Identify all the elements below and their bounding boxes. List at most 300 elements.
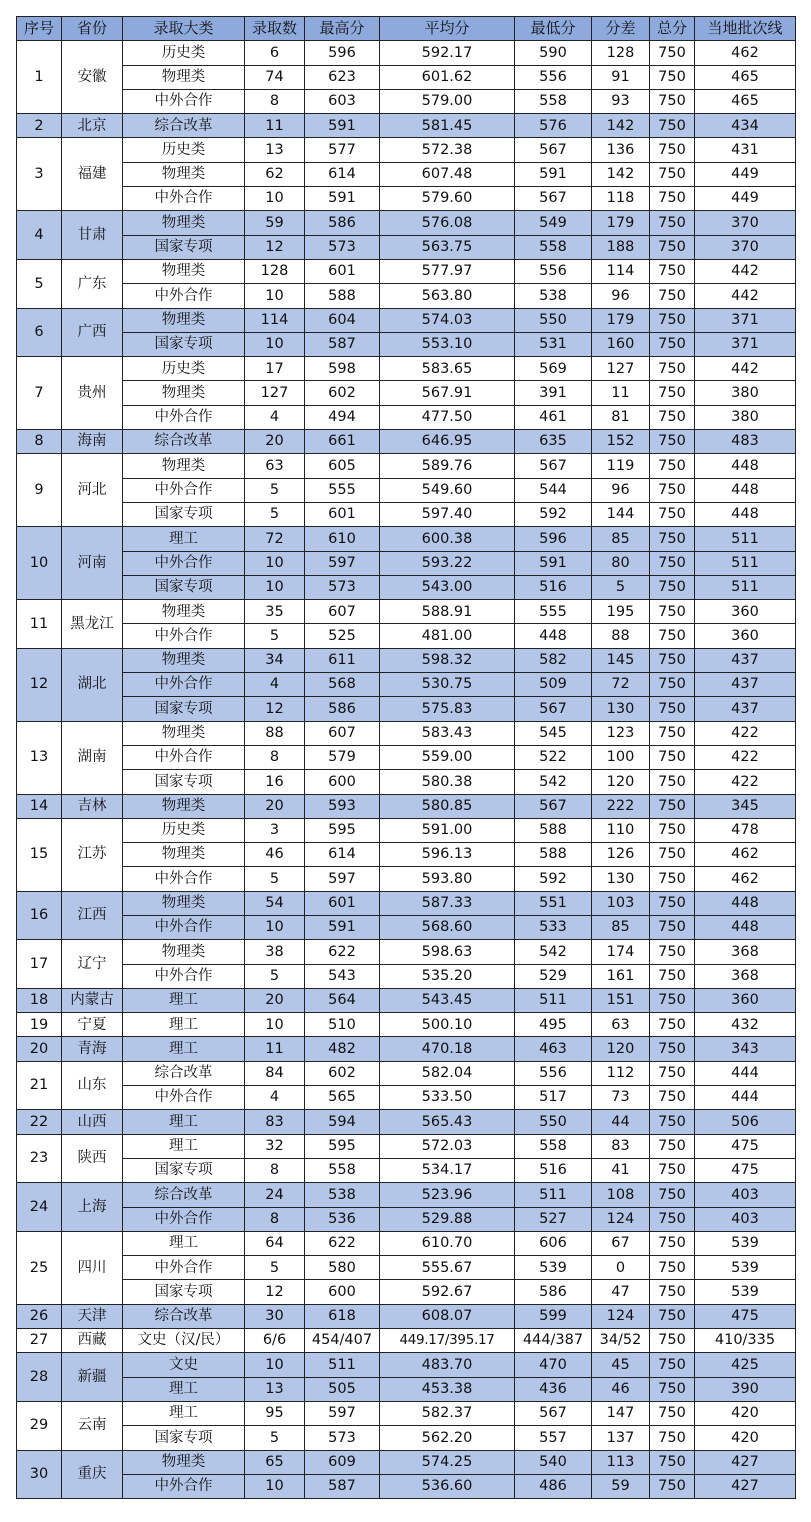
batch-line-cell: 462	[695, 41, 796, 65]
province-cell: 新疆	[62, 1353, 123, 1402]
total-cell: 750	[650, 1426, 695, 1450]
min-score-cell: 556	[515, 259, 592, 283]
min-score-cell: 567	[515, 138, 592, 162]
table-row	[17, 357, 796, 381]
max-score-cell: 580	[305, 1256, 380, 1280]
table-row	[17, 1353, 796, 1377]
max-score-cell: 505	[305, 1377, 380, 1401]
batch-line-cell: 371	[695, 308, 796, 332]
batch-line-cell: 370	[695, 235, 796, 259]
avg-score-cell: 581.45	[380, 114, 515, 138]
table-row	[17, 673, 796, 697]
table-row	[17, 575, 796, 599]
total-cell: 750	[650, 1158, 695, 1182]
column-header-province: 省份	[62, 17, 123, 41]
table-row	[17, 891, 796, 915]
seq-cell: 12	[17, 648, 62, 721]
batch-line-cell: 465	[695, 65, 796, 89]
category-cell: 中外合作	[123, 187, 245, 211]
max-score-cell: 482	[305, 1037, 380, 1061]
batch-line-cell: 371	[695, 332, 796, 356]
max-score-cell: 661	[305, 430, 380, 454]
table-row	[17, 1207, 796, 1231]
min-score-cell: 538	[515, 284, 592, 308]
table-row	[17, 211, 796, 235]
total-cell: 750	[650, 478, 695, 502]
min-score-cell: 550	[515, 1110, 592, 1134]
admitted-cell: 74	[245, 65, 305, 89]
admitted-cell: 5	[245, 624, 305, 648]
table-row	[17, 721, 796, 745]
table-row	[17, 284, 796, 308]
min-score-cell: 588	[515, 818, 592, 842]
total-cell: 750	[650, 41, 695, 65]
score-diff-cell: 136	[592, 138, 650, 162]
column-header-admitted: 录取数	[245, 17, 305, 41]
province-cell: 甘肃	[62, 211, 123, 260]
batch-line-cell: 483	[695, 430, 796, 454]
total-cell: 750	[650, 454, 695, 478]
min-score-cell: 542	[515, 940, 592, 964]
avg-score-cell: 583.43	[380, 721, 515, 745]
avg-score-cell: 646.95	[380, 430, 515, 454]
max-score-cell: 595	[305, 1134, 380, 1158]
seq-cell: 23	[17, 1134, 62, 1183]
min-score-cell: 540	[515, 1450, 592, 1474]
admitted-cell: 20	[245, 794, 305, 818]
batch-line-cell: 380	[695, 405, 796, 429]
category-cell: 国家专项	[123, 332, 245, 356]
admitted-cell: 16	[245, 770, 305, 794]
batch-line-cell: 403	[695, 1183, 796, 1207]
max-score-cell: 577	[305, 138, 380, 162]
total-cell: 750	[650, 114, 695, 138]
category-cell: 国家专项	[123, 1426, 245, 1450]
column-header-avg-score: 平均分	[380, 17, 515, 41]
total-cell: 750	[650, 988, 695, 1012]
avg-score-cell: 591.00	[380, 818, 515, 842]
category-cell: 综合改革	[123, 1061, 245, 1085]
max-score-cell: 588	[305, 284, 380, 308]
category-cell: 物理类	[123, 211, 245, 235]
total-cell: 750	[650, 162, 695, 186]
batch-line-cell: 434	[695, 114, 796, 138]
category-cell: 中外合作	[123, 551, 245, 575]
category-cell: 物理类	[123, 308, 245, 332]
max-score-cell: 622	[305, 940, 380, 964]
min-score-cell: 567	[515, 187, 592, 211]
admitted-cell: 5	[245, 478, 305, 502]
column-header-max-score: 最高分	[305, 17, 380, 41]
max-score-cell: 595	[305, 818, 380, 842]
batch-line-cell: 539	[695, 1256, 796, 1280]
batch-line-cell: 422	[695, 721, 796, 745]
table-row	[17, 381, 796, 405]
category-cell: 中外合作	[123, 867, 245, 891]
batch-line-cell: 475	[695, 1134, 796, 1158]
max-score-cell: 611	[305, 648, 380, 672]
category-cell: 物理类	[123, 65, 245, 89]
seq-cell: 3	[17, 138, 62, 211]
category-cell: 国家专项	[123, 697, 245, 721]
batch-line-cell: 437	[695, 648, 796, 672]
min-score-cell: 582	[515, 648, 592, 672]
table-row	[17, 41, 796, 65]
province-cell: 四川	[62, 1231, 123, 1304]
score-diff-cell: 113	[592, 1450, 650, 1474]
province-cell: 湖北	[62, 648, 123, 721]
min-score-cell: 509	[515, 673, 592, 697]
batch-line-cell: 427	[695, 1450, 796, 1474]
min-score-cell: 557	[515, 1426, 592, 1450]
category-cell: 理工	[123, 1134, 245, 1158]
admitted-cell: 72	[245, 527, 305, 551]
seq-cell: 29	[17, 1401, 62, 1450]
table-row	[17, 770, 796, 794]
avg-score-cell: 579.60	[380, 187, 515, 211]
table-row	[17, 1426, 796, 1450]
admitted-cell: 4	[245, 673, 305, 697]
admitted-cell: 17	[245, 357, 305, 381]
batch-line-cell: 539	[695, 1231, 796, 1255]
avg-score-cell: 562.20	[380, 1426, 515, 1450]
category-cell: 历史类	[123, 138, 245, 162]
max-score-cell: 610	[305, 527, 380, 551]
total-cell: 750	[650, 1037, 695, 1061]
category-cell: 理工	[123, 1110, 245, 1134]
avg-score-cell: 579.00	[380, 89, 515, 113]
batch-line-cell: 345	[695, 794, 796, 818]
max-score-cell: 591	[305, 915, 380, 939]
max-score-cell: 597	[305, 1401, 380, 1425]
admitted-cell: 84	[245, 1061, 305, 1085]
table-row	[17, 1377, 796, 1401]
score-diff-cell: 85	[592, 915, 650, 939]
min-score-cell: 517	[515, 1086, 592, 1110]
max-score-cell: 525	[305, 624, 380, 648]
seq-cell: 9	[17, 454, 62, 527]
total-cell: 750	[650, 1207, 695, 1231]
category-cell: 物理类	[123, 891, 245, 915]
admitted-cell: 13	[245, 138, 305, 162]
category-cell: 理工	[123, 1013, 245, 1037]
province-cell: 青海	[62, 1037, 123, 1061]
min-score-cell: 556	[515, 1061, 592, 1085]
category-cell: 物理类	[123, 1450, 245, 1474]
seq-cell: 5	[17, 259, 62, 308]
avg-score-cell: 597.40	[380, 502, 515, 526]
seq-cell: 24	[17, 1183, 62, 1232]
admitted-cell: 3	[245, 818, 305, 842]
total-cell: 750	[650, 940, 695, 964]
admitted-cell: 20	[245, 430, 305, 454]
table-row	[17, 1110, 796, 1134]
category-cell: 物理类	[123, 381, 245, 405]
min-score-cell: 436	[515, 1377, 592, 1401]
avg-score-cell: 582.04	[380, 1061, 515, 1085]
batch-line-cell: 442	[695, 357, 796, 381]
admitted-cell: 10	[245, 187, 305, 211]
category-cell: 理工	[123, 1401, 245, 1425]
score-diff-cell: 145	[592, 648, 650, 672]
total-cell: 750	[650, 1086, 695, 1110]
min-score-cell: 533	[515, 915, 592, 939]
avg-score-cell: 593.80	[380, 867, 515, 891]
column-header-score-diff: 分差	[592, 17, 650, 41]
total-cell: 750	[650, 843, 695, 867]
max-score-cell: 591	[305, 187, 380, 211]
min-score-cell: 590	[515, 41, 592, 65]
batch-line-cell: 360	[695, 624, 796, 648]
max-score-cell: 558	[305, 1158, 380, 1182]
batch-line-cell: 444	[695, 1061, 796, 1085]
admitted-cell: 38	[245, 940, 305, 964]
table-row	[17, 89, 796, 113]
min-score-cell: 542	[515, 770, 592, 794]
province-cell: 西藏	[62, 1329, 123, 1353]
table-row	[17, 1231, 796, 1255]
batch-line-cell: 390	[695, 1377, 796, 1401]
min-score-cell: 586	[515, 1280, 592, 1304]
admitted-cell: 12	[245, 235, 305, 259]
category-cell: 综合改革	[123, 430, 245, 454]
total-cell: 750	[650, 770, 695, 794]
score-diff-cell: 137	[592, 1426, 650, 1450]
avg-score-cell: 529.88	[380, 1207, 515, 1231]
total-cell: 750	[650, 721, 695, 745]
category-cell: 物理类	[123, 843, 245, 867]
score-diff-cell: 160	[592, 332, 650, 356]
category-cell: 物理类	[123, 600, 245, 624]
admitted-cell: 30	[245, 1304, 305, 1328]
avg-score-cell: 449.17/395.17	[380, 1329, 515, 1353]
batch-line-cell: 437	[695, 673, 796, 697]
batch-line-cell: 506	[695, 1110, 796, 1134]
min-score-cell: 522	[515, 745, 592, 769]
table-row	[17, 1183, 796, 1207]
total-cell: 750	[650, 527, 695, 551]
min-score-cell: 486	[515, 1474, 592, 1498]
score-diff-cell: 123	[592, 721, 650, 745]
min-score-cell: 569	[515, 357, 592, 381]
admitted-cell: 10	[245, 332, 305, 356]
score-diff-cell: 179	[592, 211, 650, 235]
max-score-cell: 597	[305, 551, 380, 575]
province-cell: 安徽	[62, 41, 123, 114]
avg-score-cell: 575.83	[380, 697, 515, 721]
table-row	[17, 1450, 796, 1474]
column-header-seq: 序号	[17, 17, 62, 41]
batch-line-cell: 462	[695, 867, 796, 891]
category-cell: 理工	[123, 527, 245, 551]
category-cell: 物理类	[123, 648, 245, 672]
table-row	[17, 235, 796, 259]
total-cell: 750	[650, 575, 695, 599]
batch-line-cell: 511	[695, 575, 796, 599]
max-score-cell: 579	[305, 745, 380, 769]
max-score-cell: 454/407	[305, 1329, 380, 1353]
avg-score-cell: 580.85	[380, 794, 515, 818]
batch-line-cell: 420	[695, 1401, 796, 1425]
batch-line-cell: 368	[695, 964, 796, 988]
total-cell: 750	[650, 745, 695, 769]
min-score-cell: 516	[515, 1158, 592, 1182]
category-cell: 综合改革	[123, 1304, 245, 1328]
total-cell: 750	[650, 405, 695, 429]
seq-cell: 10	[17, 527, 62, 600]
table-row	[17, 527, 796, 551]
total-cell: 750	[650, 1061, 695, 1085]
batch-line-cell: 422	[695, 770, 796, 794]
admitted-cell: 54	[245, 891, 305, 915]
batch-line-cell: 422	[695, 745, 796, 769]
table-row	[17, 964, 796, 988]
admitted-cell: 62	[245, 162, 305, 186]
avg-score-cell: 572.03	[380, 1134, 515, 1158]
min-score-cell: 591	[515, 551, 592, 575]
score-diff-cell: 126	[592, 843, 650, 867]
category-cell: 国家专项	[123, 502, 245, 526]
total-cell: 750	[650, 284, 695, 308]
table-header-row	[17, 17, 796, 41]
table-row	[17, 1086, 796, 1110]
min-score-cell: 567	[515, 794, 592, 818]
max-score-cell: 593	[305, 794, 380, 818]
score-diff-cell: 128	[592, 41, 650, 65]
table-row	[17, 1061, 796, 1085]
min-score-cell: 635	[515, 430, 592, 454]
max-score-cell: 607	[305, 600, 380, 624]
total-cell: 750	[650, 259, 695, 283]
score-diff-cell: 100	[592, 745, 650, 769]
table-row	[17, 867, 796, 891]
category-cell: 中外合作	[123, 405, 245, 429]
avg-score-cell: 533.50	[380, 1086, 515, 1110]
min-score-cell: 592	[515, 867, 592, 891]
score-diff-cell: 80	[592, 551, 650, 575]
province-cell: 辽宁	[62, 940, 123, 989]
min-score-cell: 567	[515, 1401, 592, 1425]
table-row	[17, 162, 796, 186]
max-score-cell: 622	[305, 1231, 380, 1255]
max-score-cell: 602	[305, 1061, 380, 1085]
avg-score-cell: 592.67	[380, 1280, 515, 1304]
admitted-cell: 11	[245, 114, 305, 138]
avg-score-cell: 598.63	[380, 940, 515, 964]
admitted-cell: 11	[245, 1037, 305, 1061]
admitted-cell: 8	[245, 89, 305, 113]
batch-line-cell: 370	[695, 211, 796, 235]
score-diff-cell: 127	[592, 357, 650, 381]
min-score-cell: 444/387	[515, 1329, 592, 1353]
category-cell: 物理类	[123, 721, 245, 745]
min-score-cell: 511	[515, 1183, 592, 1207]
seq-cell: 11	[17, 600, 62, 649]
score-diff-cell: 45	[592, 1353, 650, 1377]
max-score-cell: 607	[305, 721, 380, 745]
table-row	[17, 1474, 796, 1498]
batch-line-cell: 444	[695, 1086, 796, 1110]
seq-cell: 6	[17, 308, 62, 357]
seq-cell: 21	[17, 1061, 62, 1110]
score-diff-cell: 142	[592, 114, 650, 138]
avg-score-cell: 608.07	[380, 1304, 515, 1328]
score-diff-cell: 147	[592, 1401, 650, 1425]
admitted-cell: 5	[245, 502, 305, 526]
avg-score-cell: 582.37	[380, 1401, 515, 1425]
score-diff-cell: 120	[592, 1037, 650, 1061]
admitted-cell: 10	[245, 915, 305, 939]
avg-score-cell: 574.25	[380, 1450, 515, 1474]
min-score-cell: 567	[515, 454, 592, 478]
category-cell: 理工	[123, 1231, 245, 1255]
category-cell: 理工	[123, 1037, 245, 1061]
avg-score-cell: 563.80	[380, 284, 515, 308]
score-diff-cell: 124	[592, 1304, 650, 1328]
category-cell: 中外合作	[123, 624, 245, 648]
seq-cell: 2	[17, 114, 62, 138]
batch-line-cell: 449	[695, 162, 796, 186]
avg-score-cell: 574.03	[380, 308, 515, 332]
min-score-cell: 545	[515, 721, 592, 745]
table-row	[17, 745, 796, 769]
score-diff-cell: 130	[592, 697, 650, 721]
min-score-cell: 516	[515, 575, 592, 599]
seq-cell: 22	[17, 1110, 62, 1134]
admission-score-table	[16, 16, 796, 1499]
category-cell: 物理类	[123, 259, 245, 283]
total-cell: 750	[650, 600, 695, 624]
batch-line-cell: 448	[695, 891, 796, 915]
min-score-cell: 495	[515, 1013, 592, 1037]
province-cell: 吉林	[62, 794, 123, 818]
max-score-cell: 510	[305, 1013, 380, 1037]
category-cell: 文史（汉/民）	[123, 1329, 245, 1353]
score-diff-cell: 188	[592, 235, 650, 259]
total-cell: 750	[650, 430, 695, 454]
table-row	[17, 1304, 796, 1328]
total-cell: 750	[650, 1280, 695, 1304]
category-cell: 历史类	[123, 41, 245, 65]
batch-line-cell: 431	[695, 138, 796, 162]
max-score-cell: 597	[305, 867, 380, 891]
avg-score-cell: 481.00	[380, 624, 515, 648]
admitted-cell: 24	[245, 1183, 305, 1207]
seq-cell: 13	[17, 721, 62, 794]
batch-line-cell: 432	[695, 1013, 796, 1037]
table-row	[17, 648, 796, 672]
table-row	[17, 308, 796, 332]
batch-line-cell: 420	[695, 1426, 796, 1450]
table-row	[17, 478, 796, 502]
score-diff-cell: 11	[592, 381, 650, 405]
admitted-cell: 5	[245, 867, 305, 891]
column-header-total: 总分	[650, 17, 695, 41]
total-cell: 750	[650, 551, 695, 575]
max-score-cell: 555	[305, 478, 380, 502]
admitted-cell: 32	[245, 1134, 305, 1158]
admitted-cell: 6	[245, 41, 305, 65]
batch-line-cell: 343	[695, 1037, 796, 1061]
batch-line-cell: 368	[695, 940, 796, 964]
total-cell: 750	[650, 308, 695, 332]
total-cell: 750	[650, 1304, 695, 1328]
seq-cell: 27	[17, 1329, 62, 1353]
total-cell: 750	[650, 794, 695, 818]
max-score-cell: 587	[305, 332, 380, 356]
table-row	[17, 405, 796, 429]
admitted-cell: 10	[245, 284, 305, 308]
